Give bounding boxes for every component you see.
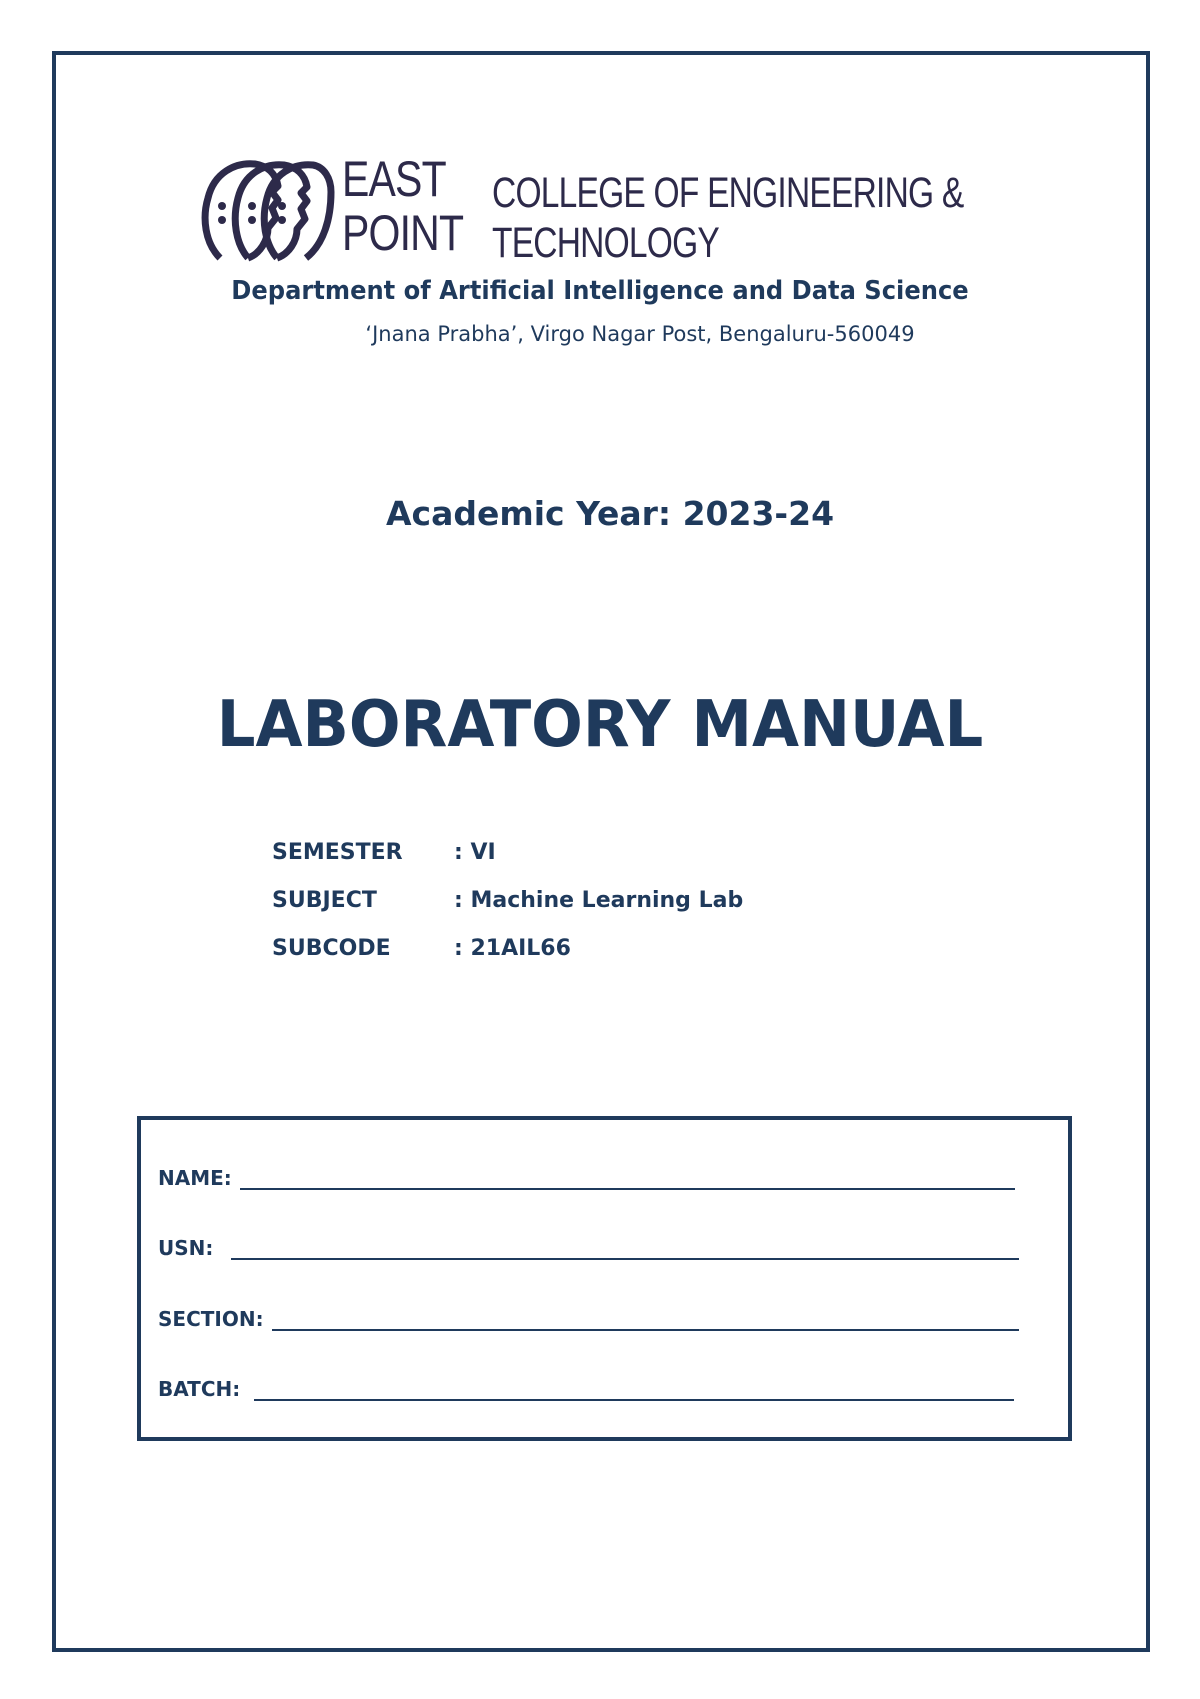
field-row-section — [158, 1307, 1019, 1331]
field-row-batch — [158, 1377, 1014, 1401]
field-label-batch: BATCH: — [158, 1377, 241, 1401]
info-value: : VI — [454, 840, 496, 865]
info-label: SEMESTER — [272, 840, 403, 865]
logo-college-name — [492, 168, 963, 268]
usn-blank-line[interactable] — [231, 1236, 1019, 1260]
info-value: : 21AIL66 — [454, 936, 571, 961]
student-details-box — [137, 1116, 1072, 1441]
page-title: LABORATORY MANUAL — [216, 688, 984, 762]
batch-blank-line[interactable] — [254, 1377, 1014, 1401]
field-label-section: SECTION: — [158, 1307, 264, 1331]
info-label: SUBCODE — [272, 936, 391, 961]
info-row-subcode — [272, 936, 743, 984]
three-faces-logo-icon — [200, 158, 335, 266]
logo-name-line2: POINT — [342, 205, 464, 261]
field-row-usn — [158, 1236, 1019, 1260]
logo-college-line1: COLLEGE OF ENGINEERING & — [492, 169, 964, 217]
college-address: ‘Jnana Prabha’, Virgo Nagar Post, Bengaluru-560049 — [365, 322, 915, 346]
info-row-subject — [272, 888, 743, 936]
field-label-name: NAME: — [158, 1166, 232, 1190]
field-row-name — [158, 1166, 1015, 1190]
academic-year: Academic Year: 2023-24 — [385, 494, 835, 533]
section-blank-line[interactable] — [272, 1307, 1019, 1331]
name-blank-line[interactable] — [240, 1166, 1015, 1190]
info-row-semester — [272, 840, 743, 888]
logo-name-line1: EAST — [342, 151, 446, 207]
info-value: : Machine Learning Lab — [454, 888, 744, 913]
department-name: Department of Artificial Intelligence and Data Science — [231, 276, 969, 306]
info-label: SUBJECT — [272, 888, 377, 913]
field-label-usn: USN: — [158, 1236, 214, 1260]
logo-college-line2: TECHNOLOGY — [492, 219, 720, 267]
course-info — [272, 840, 743, 984]
logo-wordmark — [342, 152, 463, 260]
college-logo — [200, 151, 964, 268]
